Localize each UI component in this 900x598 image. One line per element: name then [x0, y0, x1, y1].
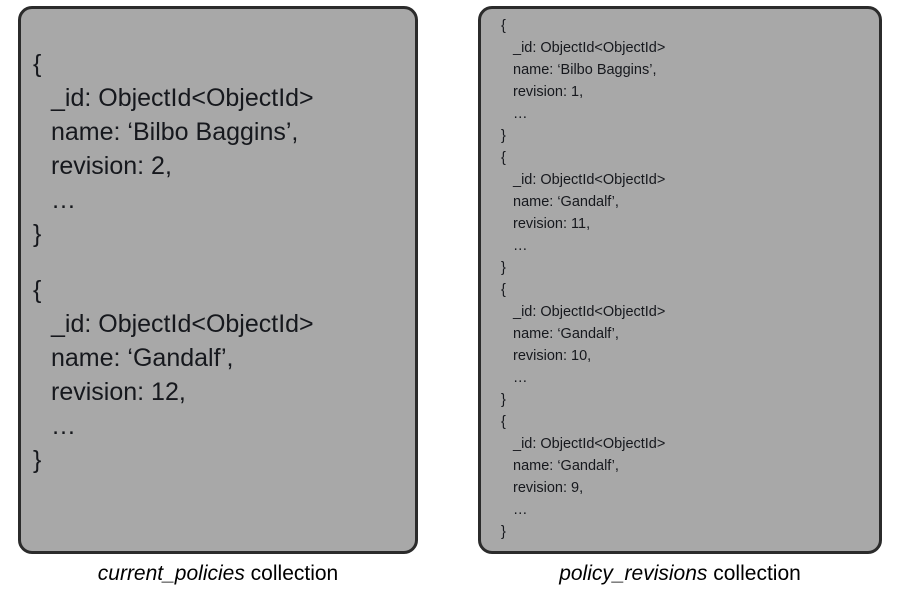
field-name: name: ‘Gandalf’, — [51, 344, 234, 372]
field-id: _id: ObjectId<ObjectId> — [51, 84, 314, 112]
document-item — [33, 47, 415, 251]
field-ellipsis: … — [513, 502, 529, 518]
document-item — [501, 147, 879, 279]
field-id: _id: ObjectId<ObjectId> — [51, 310, 314, 338]
field-ellipsis: … — [513, 106, 529, 122]
close-brace: } — [501, 524, 506, 540]
field-id: _id: ObjectId<ObjectId> — [513, 436, 666, 452]
collection-name: current_policies — [97, 562, 245, 585]
field-ellipsis: … — [513, 370, 529, 386]
field-revision: revision: 9, — [513, 480, 584, 496]
open-brace: { — [501, 18, 506, 34]
document-list-policy-revisions — [481, 9, 879, 543]
open-brace: { — [33, 276, 42, 304]
caption-suffix: collection — [244, 562, 339, 585]
field-id: _id: ObjectId<ObjectId> — [513, 172, 666, 188]
field-ellipsis: … — [51, 412, 77, 440]
field-id: _id: ObjectId<ObjectId> — [513, 304, 666, 320]
field-ellipsis: … — [51, 186, 77, 214]
field-name: name: ‘Bilbo Baggins’, — [51, 118, 299, 146]
field-revision: revision: 11, — [513, 216, 591, 232]
field-name: name: ‘Gandalf’, — [513, 326, 619, 342]
close-brace: } — [501, 392, 506, 408]
close-brace: } — [33, 446, 42, 474]
field-revision: revision: 10, — [513, 348, 592, 364]
caption-current-policies — [18, 562, 418, 586]
document-item — [33, 273, 415, 477]
field-name: name: ‘Gandalf’, — [513, 194, 619, 210]
collection-panel-current-policies — [18, 6, 418, 554]
field-revision: revision: 2, — [51, 152, 172, 180]
field-id: _id: ObjectId<ObjectId> — [513, 40, 666, 56]
caption-policy-revisions — [478, 562, 882, 586]
field-name: name: ‘Gandalf’, — [513, 458, 619, 474]
field-revision: revision: 12, — [51, 378, 186, 406]
open-brace: { — [501, 414, 506, 430]
document-list-current-policies — [21, 9, 415, 499]
field-ellipsis: … — [513, 238, 529, 254]
caption-suffix: collection — [707, 562, 801, 585]
document-item — [501, 15, 879, 147]
close-brace: } — [33, 220, 42, 248]
collection-panel-policy-revisions — [478, 6, 882, 554]
close-brace: } — [501, 128, 506, 144]
open-brace: { — [501, 282, 506, 298]
field-revision: revision: 1, — [513, 84, 584, 100]
collection-name: policy_revisions — [559, 562, 708, 585]
close-brace: } — [501, 260, 506, 276]
document-item — [501, 279, 879, 411]
document-item — [501, 411, 879, 543]
open-brace: { — [33, 50, 42, 78]
field-name: name: ‘Bilbo Baggins’, — [513, 62, 657, 78]
open-brace: { — [501, 150, 506, 166]
